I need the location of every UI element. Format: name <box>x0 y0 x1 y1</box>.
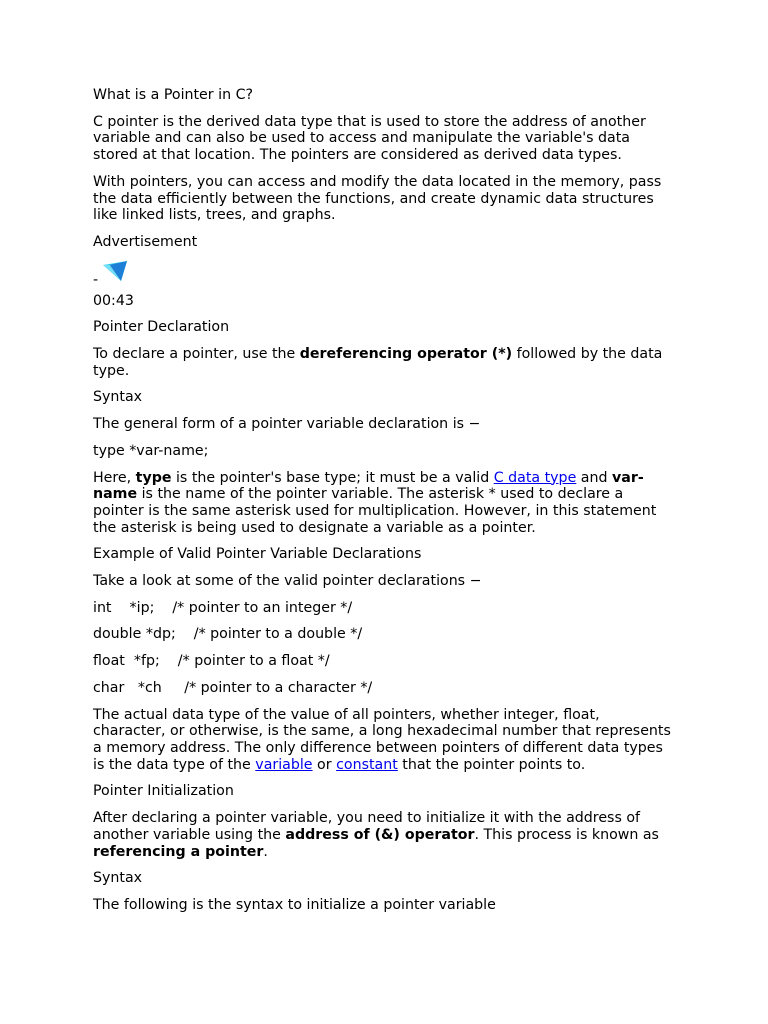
here-text-3: and <box>576 469 613 486</box>
declaration-code: type *var-name; <box>93 442 209 459</box>
initialization-paragraph <box>93 810 673 860</box>
article-heading: What is a Pointer in C? <box>93 87 254 103</box>
constant-link[interactable]: constant <box>336 756 398 773</box>
declaration-text-post: followed by the data type. <box>93 346 663 379</box>
ad-player[interactable] <box>93 259 673 289</box>
init-syntax-text: The following is the syntax to initialize a pointer variable <box>93 896 496 913</box>
init-text-2: . This process is known as <box>474 826 659 843</box>
ad-time: 00:43 <box>93 292 134 309</box>
init-syntax-heading: Syntax <box>93 870 143 887</box>
dereferencing-operator-term: dereferencing operator (*) <box>299 346 513 363</box>
examples-heading: Example of Valid Pointer Variable Declarations <box>93 546 422 563</box>
article-content <box>93 87 673 924</box>
var-name-term: var-name <box>93 469 644 503</box>
type-term: type <box>135 469 172 486</box>
declaration-heading: Pointer Declaration <box>93 319 230 336</box>
syntax-heading: Syntax <box>93 389 143 406</box>
example-line-double: double *dp; /* pointer to a double */ <box>93 626 363 643</box>
here-text-1: Here, <box>93 469 136 486</box>
declaration-text-pre: To declare a pointer, use the <box>93 346 300 363</box>
intro-paragraph: C pointer is the derived data type that is used to store the address of another variable and can also be used to access and manipulate the variable's data stored at that location. The pointers are considered as derived data types. <box>93 113 646 164</box>
here-paragraph <box>93 470 673 537</box>
declaration-paragraph <box>93 346 673 379</box>
here-text-4: is the name of the pointer variable. The asterisk * used to declare a pointer is the same asterisk used for multiplication. However, in this statement the asterisk is being used to designate a variable as a pointer. <box>93 486 657 536</box>
example-line-int: int *ip; /* pointer to an integer */ <box>93 599 353 616</box>
actual-text-2: or <box>312 756 337 773</box>
init-text-1: After declaring a pointer variable, you need to initialize it with the address of another variable using the <box>93 810 641 843</box>
here-text-2: is the pointer's base type; it must be a valid <box>171 469 494 486</box>
actual-type-paragraph <box>93 707 673 774</box>
ad-dash: - <box>93 271 99 288</box>
examples-intro: Take a look at some of the valid pointer declarations − <box>93 573 482 590</box>
player-triangle-icon <box>101 259 129 285</box>
example-line-char: char *ch /* pointer to a character */ <box>93 679 373 696</box>
advertisement-label: Advertisement <box>93 233 198 250</box>
actual-text-1: The actual data type of the value of all pointers, whether integer, float, character, or otherwise, is the same, a long hexadecimal number that represents a memory address. The only difference between pointers of different data types is the data type of the <box>93 706 671 773</box>
variable-link[interactable]: variable <box>255 756 313 773</box>
actual-text-3: that the pointer points to. <box>397 756 586 773</box>
c-data-type-link[interactable]: C data type <box>493 469 577 486</box>
address-of-operator-term: address of (&) operator <box>285 826 475 843</box>
init-text-3: . <box>263 843 268 860</box>
referencing-pointer-term: referencing a pointer <box>93 843 264 860</box>
uses-paragraph: With pointers, you can access and modify the data located in the memory, pass the data efficiently between the functions, and create dynamic data structures like linked lists, trees, and graphs. <box>93 173 662 224</box>
general-form-text: The general form of a pointer variable declaration is − <box>93 416 481 433</box>
initialization-heading: Pointer Initialization <box>93 783 234 800</box>
example-line-float: float *fp; /* pointer to a float */ <box>93 653 330 670</box>
